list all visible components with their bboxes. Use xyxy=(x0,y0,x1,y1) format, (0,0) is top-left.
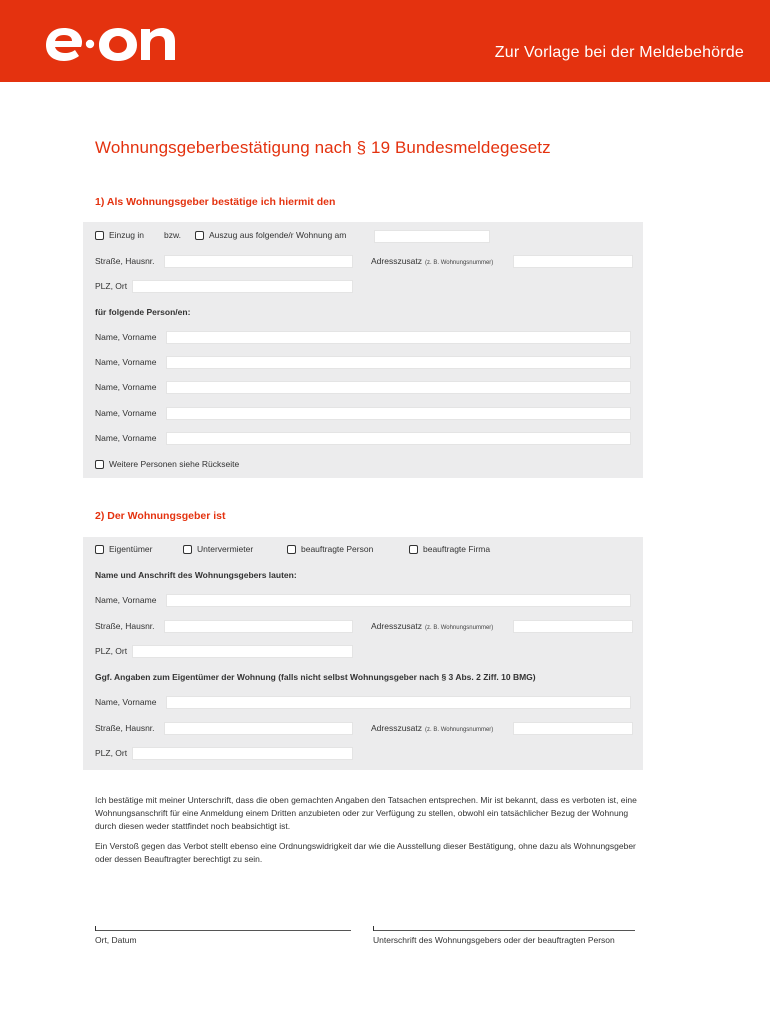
bzw-label: bzw. xyxy=(164,230,182,240)
auszug-label: Auszug aus folgende/r Wohnung am xyxy=(209,230,347,240)
unterschrift-tick xyxy=(373,926,374,931)
name-label: Name, Vorname xyxy=(95,357,157,367)
wg-adresszusatz-label: Adresszusatz (z. B. Wohnungsnummer) xyxy=(371,621,494,631)
et-adresszusatz-label: Adresszusatz (z. B. Wohnungsnummer) xyxy=(371,723,494,733)
header-title: Zur Vorlage bei der Meldebehörde xyxy=(494,44,744,61)
wg-strasse-field[interactable] xyxy=(164,620,353,633)
name-label: Name, Vorname xyxy=(95,332,157,342)
adresszusatz-label: Adresszusatz (z. B. Wohnungsnummer) xyxy=(371,256,494,266)
et-plz-label: PLZ, Ort xyxy=(95,748,128,758)
strasse-label: Straße, Hausnr. xyxy=(95,256,155,266)
untervermieter-label: Untervermieter xyxy=(197,544,254,554)
beauftragte-firma-label: beauftragte Firma xyxy=(423,544,491,554)
eon-logo-icon xyxy=(44,22,178,64)
auszug-checkbox[interactable] xyxy=(195,231,204,240)
name-field-1[interactable] xyxy=(166,331,631,344)
unterschrift-label: Unterschrift des Wohnungsgebers oder der beauftragten Person xyxy=(373,935,615,945)
name-label: Name, Vorname xyxy=(95,408,157,418)
ort-datum-line[interactable] xyxy=(95,930,351,931)
page-title: Wohnungsgeberbestätigung nach § 19 Bundesmeldegesetz xyxy=(95,138,551,157)
et-adresszusatz-field[interactable] xyxy=(513,722,633,735)
section1-panel xyxy=(83,222,643,478)
section2-heading: 2) Der Wohnungsgeber ist xyxy=(95,510,226,522)
name-field-5[interactable] xyxy=(166,432,631,445)
et-name-label: Name, Vorname xyxy=(95,697,157,707)
declaration-paragraph: Ich bestätige mit meiner Unterschrift, dass die oben gemachten Angaben den Tatsachen entsprechen. Mir ist bekannt, dass es verboten ist, eine Wohnungsanschrift für eine Anmeldung einem Dritten anzubieten oder zur Verfügung zu stellen, obwohl ein tatsächlicher Bezug der Wohnung durch diesen weder stattfindet noch beabsichtigt ist. xyxy=(95,795,637,831)
section2-panel xyxy=(83,537,643,770)
et-plz-field[interactable] xyxy=(132,747,353,760)
wg-plz-field[interactable] xyxy=(132,645,353,658)
header-bar xyxy=(0,0,770,82)
section1-heading: 1) Als Wohnungsgeber bestätige ich hiermit den xyxy=(95,196,336,208)
plz-field[interactable] xyxy=(132,280,353,293)
ort-datum-label: Ort, Datum xyxy=(95,935,137,945)
name-label: Name, Vorname xyxy=(95,382,157,392)
beauftragte-person-checkbox[interactable] xyxy=(287,545,296,554)
weitere-label: Weitere Personen siehe Rückseite xyxy=(109,459,240,469)
date-field[interactable] xyxy=(374,230,490,243)
plz-label: PLZ, Ort xyxy=(95,281,128,291)
einzug-checkbox[interactable] xyxy=(95,231,104,240)
wg-name-field[interactable] xyxy=(166,594,631,607)
eigentuemer-heading: Ggf. Angaben zum Eigentümer der Wohnung (falls nicht selbst Wohnungsgeber nach § 3 Abs. 2 Ziff. 10 BMG) xyxy=(95,672,536,682)
name-field-4[interactable] xyxy=(166,407,631,420)
unterschrift-line[interactable] xyxy=(373,930,635,931)
eigentuemer-label: Eigentümer xyxy=(109,544,153,554)
wg-name-label: Name, Vorname xyxy=(95,595,157,605)
untervermieter-checkbox[interactable] xyxy=(183,545,192,554)
strasse-field[interactable] xyxy=(164,255,353,268)
eigentuemer-checkbox[interactable] xyxy=(95,545,104,554)
et-strasse-label: Straße, Hausnr. xyxy=(95,723,155,733)
weitere-checkbox[interactable] xyxy=(95,460,104,469)
beauftragte-person-label: beauftragte Person xyxy=(301,544,374,554)
persons-heading: für folgende Person/en: xyxy=(95,307,191,317)
name-field-3[interactable] xyxy=(166,381,631,394)
beauftragte-firma-checkbox[interactable] xyxy=(409,545,418,554)
name-label: Name, Vorname xyxy=(95,433,157,443)
et-name-field[interactable] xyxy=(166,696,631,709)
et-strasse-field[interactable] xyxy=(164,722,353,735)
ort-datum-tick xyxy=(95,926,96,931)
wg-adresszusatz-field[interactable] xyxy=(513,620,633,633)
name-field-2[interactable] xyxy=(166,356,631,369)
einzug-label: Einzug in xyxy=(109,230,144,240)
wg-strasse-label: Straße, Hausnr. xyxy=(95,621,155,631)
anschrift-heading: Name und Anschrift des Wohnungsgebers lauten: xyxy=(95,570,297,580)
wg-plz-label: PLZ, Ort xyxy=(95,646,128,656)
violation-paragraph: Ein Verstoß gegen das Verbot stellt ebenso eine Ordnungswidrigkeit dar wie die Ausstellung dieser Bestätigung, ohne dazu als Wohnungsgeber oder dessen Beauftragter berechtigt zu sein. xyxy=(95,841,636,864)
adresszusatz-field[interactable] xyxy=(513,255,633,268)
